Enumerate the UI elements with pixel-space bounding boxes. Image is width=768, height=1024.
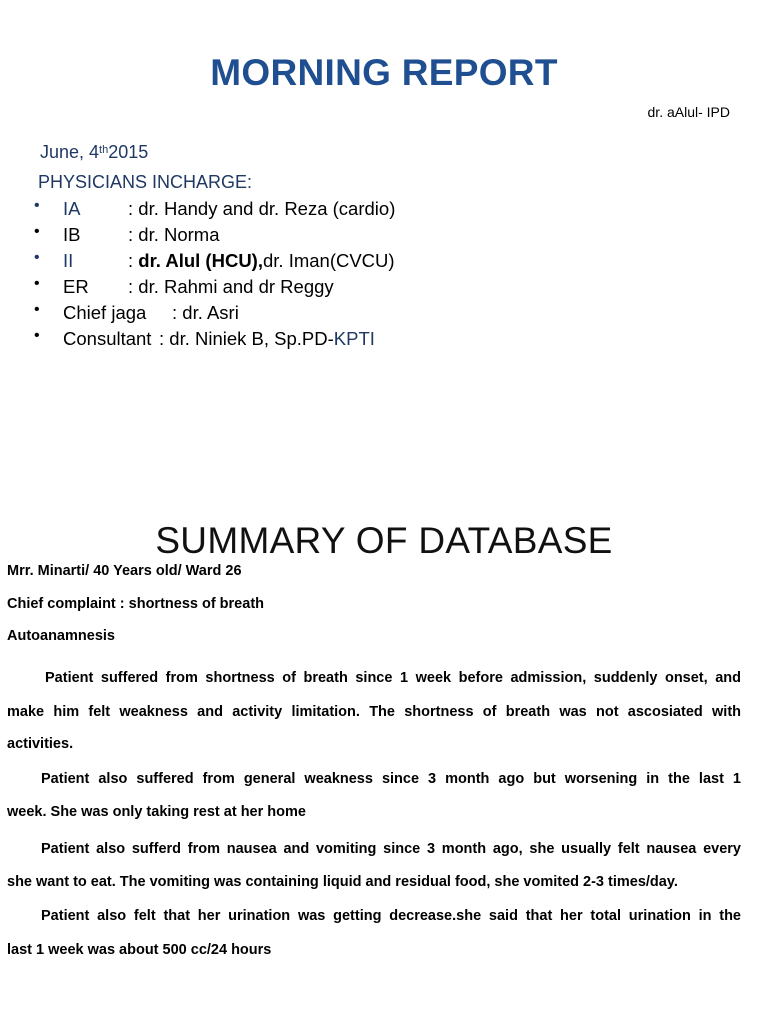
physician-value: [159, 328, 375, 350]
bullet-icon: •: [34, 301, 40, 318]
bullet-icon: •: [34, 197, 40, 214]
physician-value: : dr. Norma: [128, 224, 220, 245]
bullet-icon: •: [34, 249, 40, 266]
autoanamnesis-heading: Autoanamnesis: [7, 628, 115, 644]
physician-value: : dr. Asri: [172, 302, 239, 323]
paragraph-line: Patient suffered from shortness of breath since 1 week before admission, suddenly onset, and: [45, 670, 741, 686]
paragraph-line: Patient also sufferd from nausea and vomiting since 3 month ago, she usually felt nausea every: [41, 841, 741, 857]
paragraph-line: make him felt weakness and activity limitation. The shortness of breath was not ascosiated with: [7, 704, 741, 720]
paragraph-line: last 1 week was about 500 cc/24 hours: [7, 942, 272, 958]
summary-title: SUMMARY OF DATABASE: [155, 520, 613, 561]
physician-rest: dr. Iman(CVCU): [262, 250, 395, 271]
ward-key: ER: [63, 276, 89, 297]
author-label: dr. aAlul- IPD: [647, 104, 730, 120]
report-date: [40, 142, 148, 163]
physician-value: : dr. Rahmi and dr Reggy: [128, 276, 334, 297]
paragraph-line: Patient also felt that her urination was getting decrease.she said that her total urination in the: [41, 908, 741, 924]
ward-key: Consultant: [63, 328, 152, 349]
date-year: 2015: [108, 142, 149, 162]
consultant-name: : dr. Niniek B, Sp.PD-: [159, 328, 334, 349]
date-day: June, 4: [40, 142, 100, 162]
physician-bold: dr. Alul (HCU),: [138, 250, 263, 271]
paragraph-line: week. She was only taking rest at her home: [7, 804, 306, 820]
paragraph-line: Patient also suffered from general weakness since 3 month ago but worsening in the last 1: [41, 771, 741, 787]
ward-key: IB: [63, 224, 81, 245]
date-ordinal-suffix: th: [99, 144, 109, 156]
paragraph-line: activities.: [7, 736, 74, 752]
separator: :: [128, 250, 139, 271]
consultant-accent: KPTI: [333, 328, 375, 349]
ward-key: IA: [63, 198, 81, 219]
paragraph-line: she want to eat. The vomiting was containing liquid and residual food, she vomited 2-3 times/day.: [7, 874, 678, 890]
page-title: MORNING REPORT: [210, 52, 558, 93]
ward-key: II: [63, 250, 74, 271]
bullet-icon: •: [34, 327, 40, 344]
ward-key: Chief jaga: [63, 302, 147, 323]
bullet-icon: •: [34, 223, 40, 240]
physician-value: : dr. Handy and dr. Reza (cardio): [128, 198, 396, 219]
chief-complaint: Chief complaint : shortness of breath: [7, 596, 264, 612]
physician-value: [128, 250, 395, 272]
patient-line: Mrr. Minarti/ 40 Years old/ Ward 26: [7, 563, 242, 579]
bullet-icon: •: [34, 275, 40, 292]
physicians-heading: PHYSICIANS INCHARGE:: [38, 172, 253, 192]
